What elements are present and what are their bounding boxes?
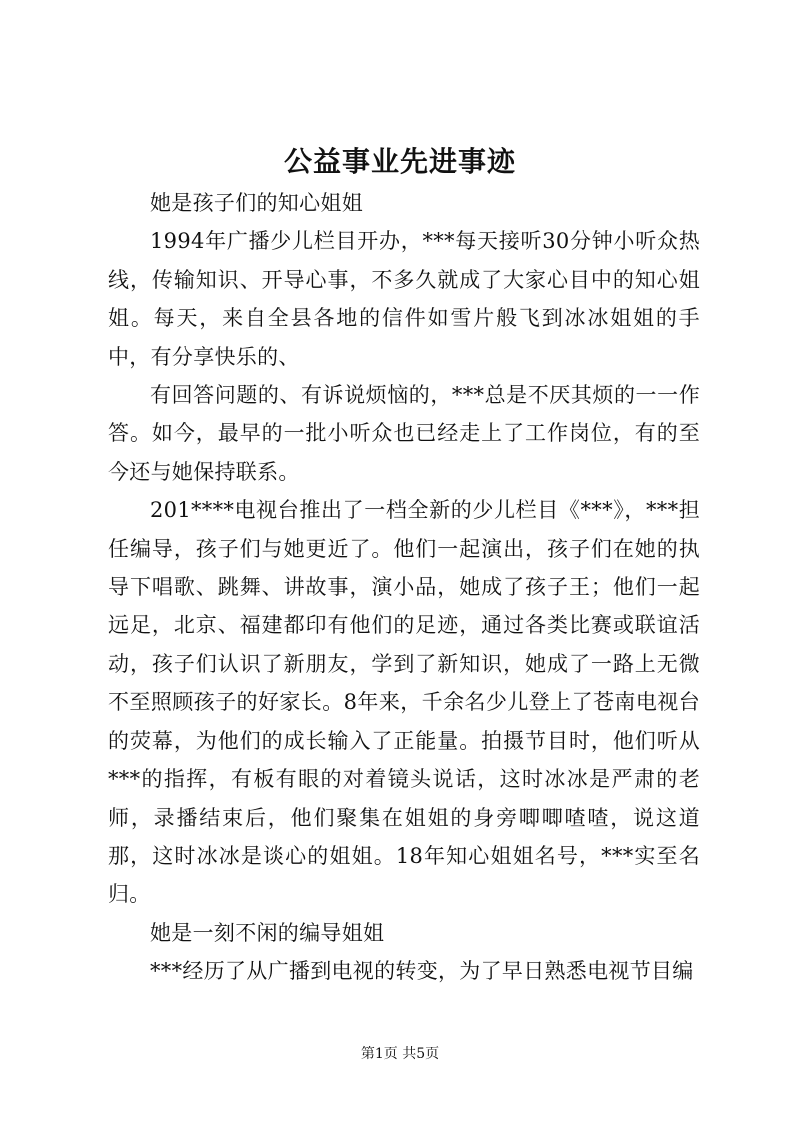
section-heading: 她是一刻不闲的编导姐姐: [150, 920, 385, 945]
body-paragraph: ***经历了从广播到电视的转变，为了早日熟悉电视节目编: [150, 959, 694, 984]
document-title: 公益事业先进事迹: [283, 145, 516, 178]
body-paragraph: 有回答问题的、有诉说烦恼的，***总是不厌其烦的一一作答。如今，最早的一批小听众也已经走上了工作岗位，有的至今还与她保持联系。: [108, 383, 700, 484]
section-heading: 她是孩子们的知心姐姐: [150, 191, 363, 215]
body-paragraph: 1994年广播少儿栏目开办，***每天接听30分钟小听众热线，传输知识、开导心事，不多久就成了大家心目中的知心姐姐。每天，来自全县各地的信件如雪片般飞到冰冰姐姐的手中，有分享快乐的、: [108, 229, 700, 369]
body-paragraph: 201****电视台推出了一档全新的少儿栏目《***》，***担任编导，孩子们与她更近了。他们一起演出，孩子们在她的执导下唱歌、跳舞、讲故事，演小品，她成了孩子王；他们一起远足，北京、福建都印有他们的足迹，通过各类比赛或联谊活动，孩子们认识了新朋友，学到了新知识，她成了一路上无微不至照顾孩子的好家长。8年来，千余名少儿登上了苍南电视台的荧幕，为他们的成长输入了正能量。拍摄节目时，他们听从***的指挥，有板有眼的对着镜头说话，这时冰冰是严肃的老师，录播结束后，他们聚集在姐姐的身旁唧唧喳喳，说这道那，这时冰冰是谈心的姐姐。18年知心姐姐名号，***实至名归。: [108, 498, 700, 907]
page-footer: 第1页 共5页: [360, 1046, 440, 1062]
document-body: [108, 184, 700, 991]
